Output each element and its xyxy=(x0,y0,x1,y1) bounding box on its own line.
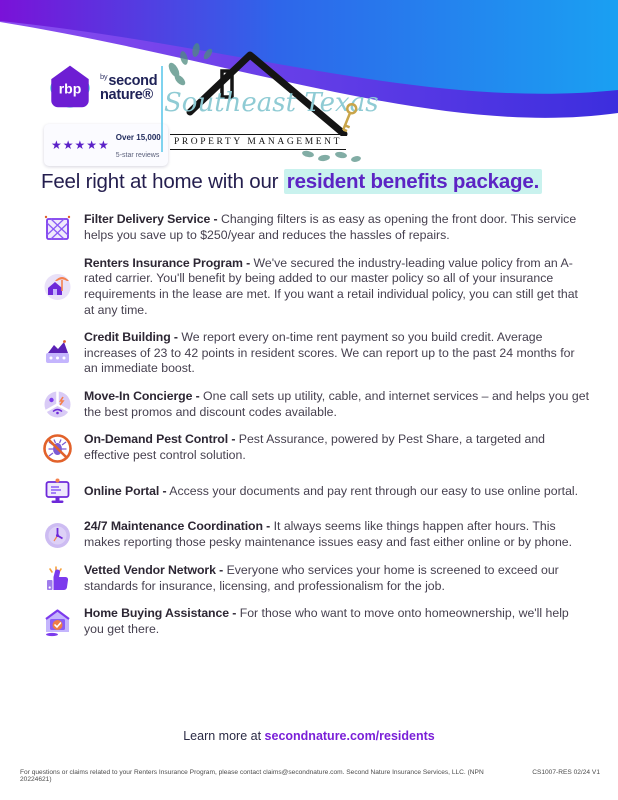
brand-line1: second xyxy=(108,73,158,90)
by-label: by xyxy=(100,72,108,82)
benefits-list xyxy=(42,212,590,650)
reviews-caption: 5-star reviews xyxy=(115,151,160,159)
benefit-description: It always seems like things happen after hours. This makes reporting those pesky maintenance issues easy and fast either online or by phone. xyxy=(84,519,573,550)
rbp-logo-icon xyxy=(44,62,96,114)
brand-line2: nature® xyxy=(100,86,153,103)
partner-name-caps: PROPERTY MANAGEMENT xyxy=(170,134,346,150)
reviews-badge xyxy=(44,124,168,166)
benefit-title: Move-In Concierge - xyxy=(84,388,200,403)
rbp-logo-text: rbp xyxy=(58,80,82,97)
benefit-description: We've secured the industry-leading value policy from an A-rated carrier. You'll benefit by being added to our master policy so all of your insurance requirements in the lease are met. If you want a retail individual policy, you can still get that at any time. xyxy=(84,255,578,317)
filter-delivery-icon xyxy=(42,213,73,244)
vetted-vendor-icon xyxy=(42,563,73,594)
benefit-row-renters-insurance xyxy=(42,256,590,319)
page-title xyxy=(41,170,591,194)
document-code: CS1007-RES 02/24 V1 xyxy=(532,769,600,776)
benefit-row-pest-control xyxy=(42,432,590,464)
second-nature-residents-link[interactable]: secondnature.com/residents xyxy=(264,729,435,743)
benefit-title: 24/7 Maintenance Coordination - xyxy=(84,519,271,534)
benefit-title: Renters Insurance Program - xyxy=(84,255,251,270)
benefit-description: Changing filters is as easy as opening the front door. This service helps you save up to $250/year and reduces the hassles of repairs. xyxy=(84,212,577,242)
benefit-row-vendor-network xyxy=(42,563,590,595)
benefit-description: We report every on-time rent payment so you build credit. Average increases of 23 to 42 points in resident scores. We can report up to the past 24 months for an immediate boost. xyxy=(84,329,575,376)
benefit-title: Home Buying Assistance - xyxy=(84,606,237,621)
benefit-description: One call sets up utility, cable, and internet services – and helps you get the best promos and discount codes available. xyxy=(84,388,590,419)
pest-control-icon xyxy=(42,433,73,464)
move-in-concierge-icon xyxy=(42,389,73,420)
maintenance-clock-icon xyxy=(42,520,73,551)
benefit-row-filter-delivery xyxy=(42,212,590,244)
benefit-row-maintenance xyxy=(42,519,590,551)
benefit-description: Everyone who services your home is screened to exceed our standards for insurance, licensing, and professionalism for the job. xyxy=(84,562,559,593)
home-buying-icon xyxy=(42,607,73,638)
benefit-row-home-buying xyxy=(42,606,590,638)
partner-logo-block xyxy=(164,40,379,160)
renters-insurance-icon xyxy=(42,271,73,302)
fine-print-row xyxy=(20,769,600,783)
rbp-logo-block xyxy=(44,62,168,166)
learn-more-line xyxy=(0,729,618,743)
reviews-count: Over 15,000 xyxy=(115,133,161,142)
benefit-title: Online Portal - xyxy=(84,483,167,498)
headline-prefix: Feel right at home with our xyxy=(41,170,279,193)
benefit-title: On-Demand Pest Control - xyxy=(84,432,236,447)
benefit-row-online-portal xyxy=(42,476,590,508)
credit-building-icon xyxy=(42,338,73,369)
benefit-description: Access your documents and pay rent through our easy to use online portal. xyxy=(169,483,579,498)
learn-more-prefix: Learn more at xyxy=(183,729,262,743)
benefit-row-credit-building xyxy=(42,330,590,377)
insurance-disclaimer: For questions or claims related to your Renters Insurance Program, please contact claims@secondnature.com. Second Nature Insurance Services, LLC. (NPN 20224621) xyxy=(20,769,484,783)
five-stars-icon: ★★★★★ xyxy=(51,137,110,152)
second-nature-wordmark xyxy=(100,74,157,102)
benefit-title: Vetted Vendor Network - xyxy=(84,562,224,577)
benefit-description: Pest Assurance, powered by Pest Share, a targeted and effective pest control solution. xyxy=(84,432,545,463)
benefit-description: For those who want to move onto homeownership, we'll help you get there. xyxy=(84,606,569,637)
benefit-row-move-in-concierge xyxy=(42,389,590,421)
headline-highlight: resident benefits package. xyxy=(284,169,542,194)
online-portal-icon xyxy=(42,476,73,507)
benefit-title: Filter Delivery Service - xyxy=(84,212,218,227)
partner-name-script: Southeast Texas xyxy=(164,88,379,118)
benefit-title: Credit Building - xyxy=(84,329,178,344)
greenery-icon xyxy=(296,144,366,168)
